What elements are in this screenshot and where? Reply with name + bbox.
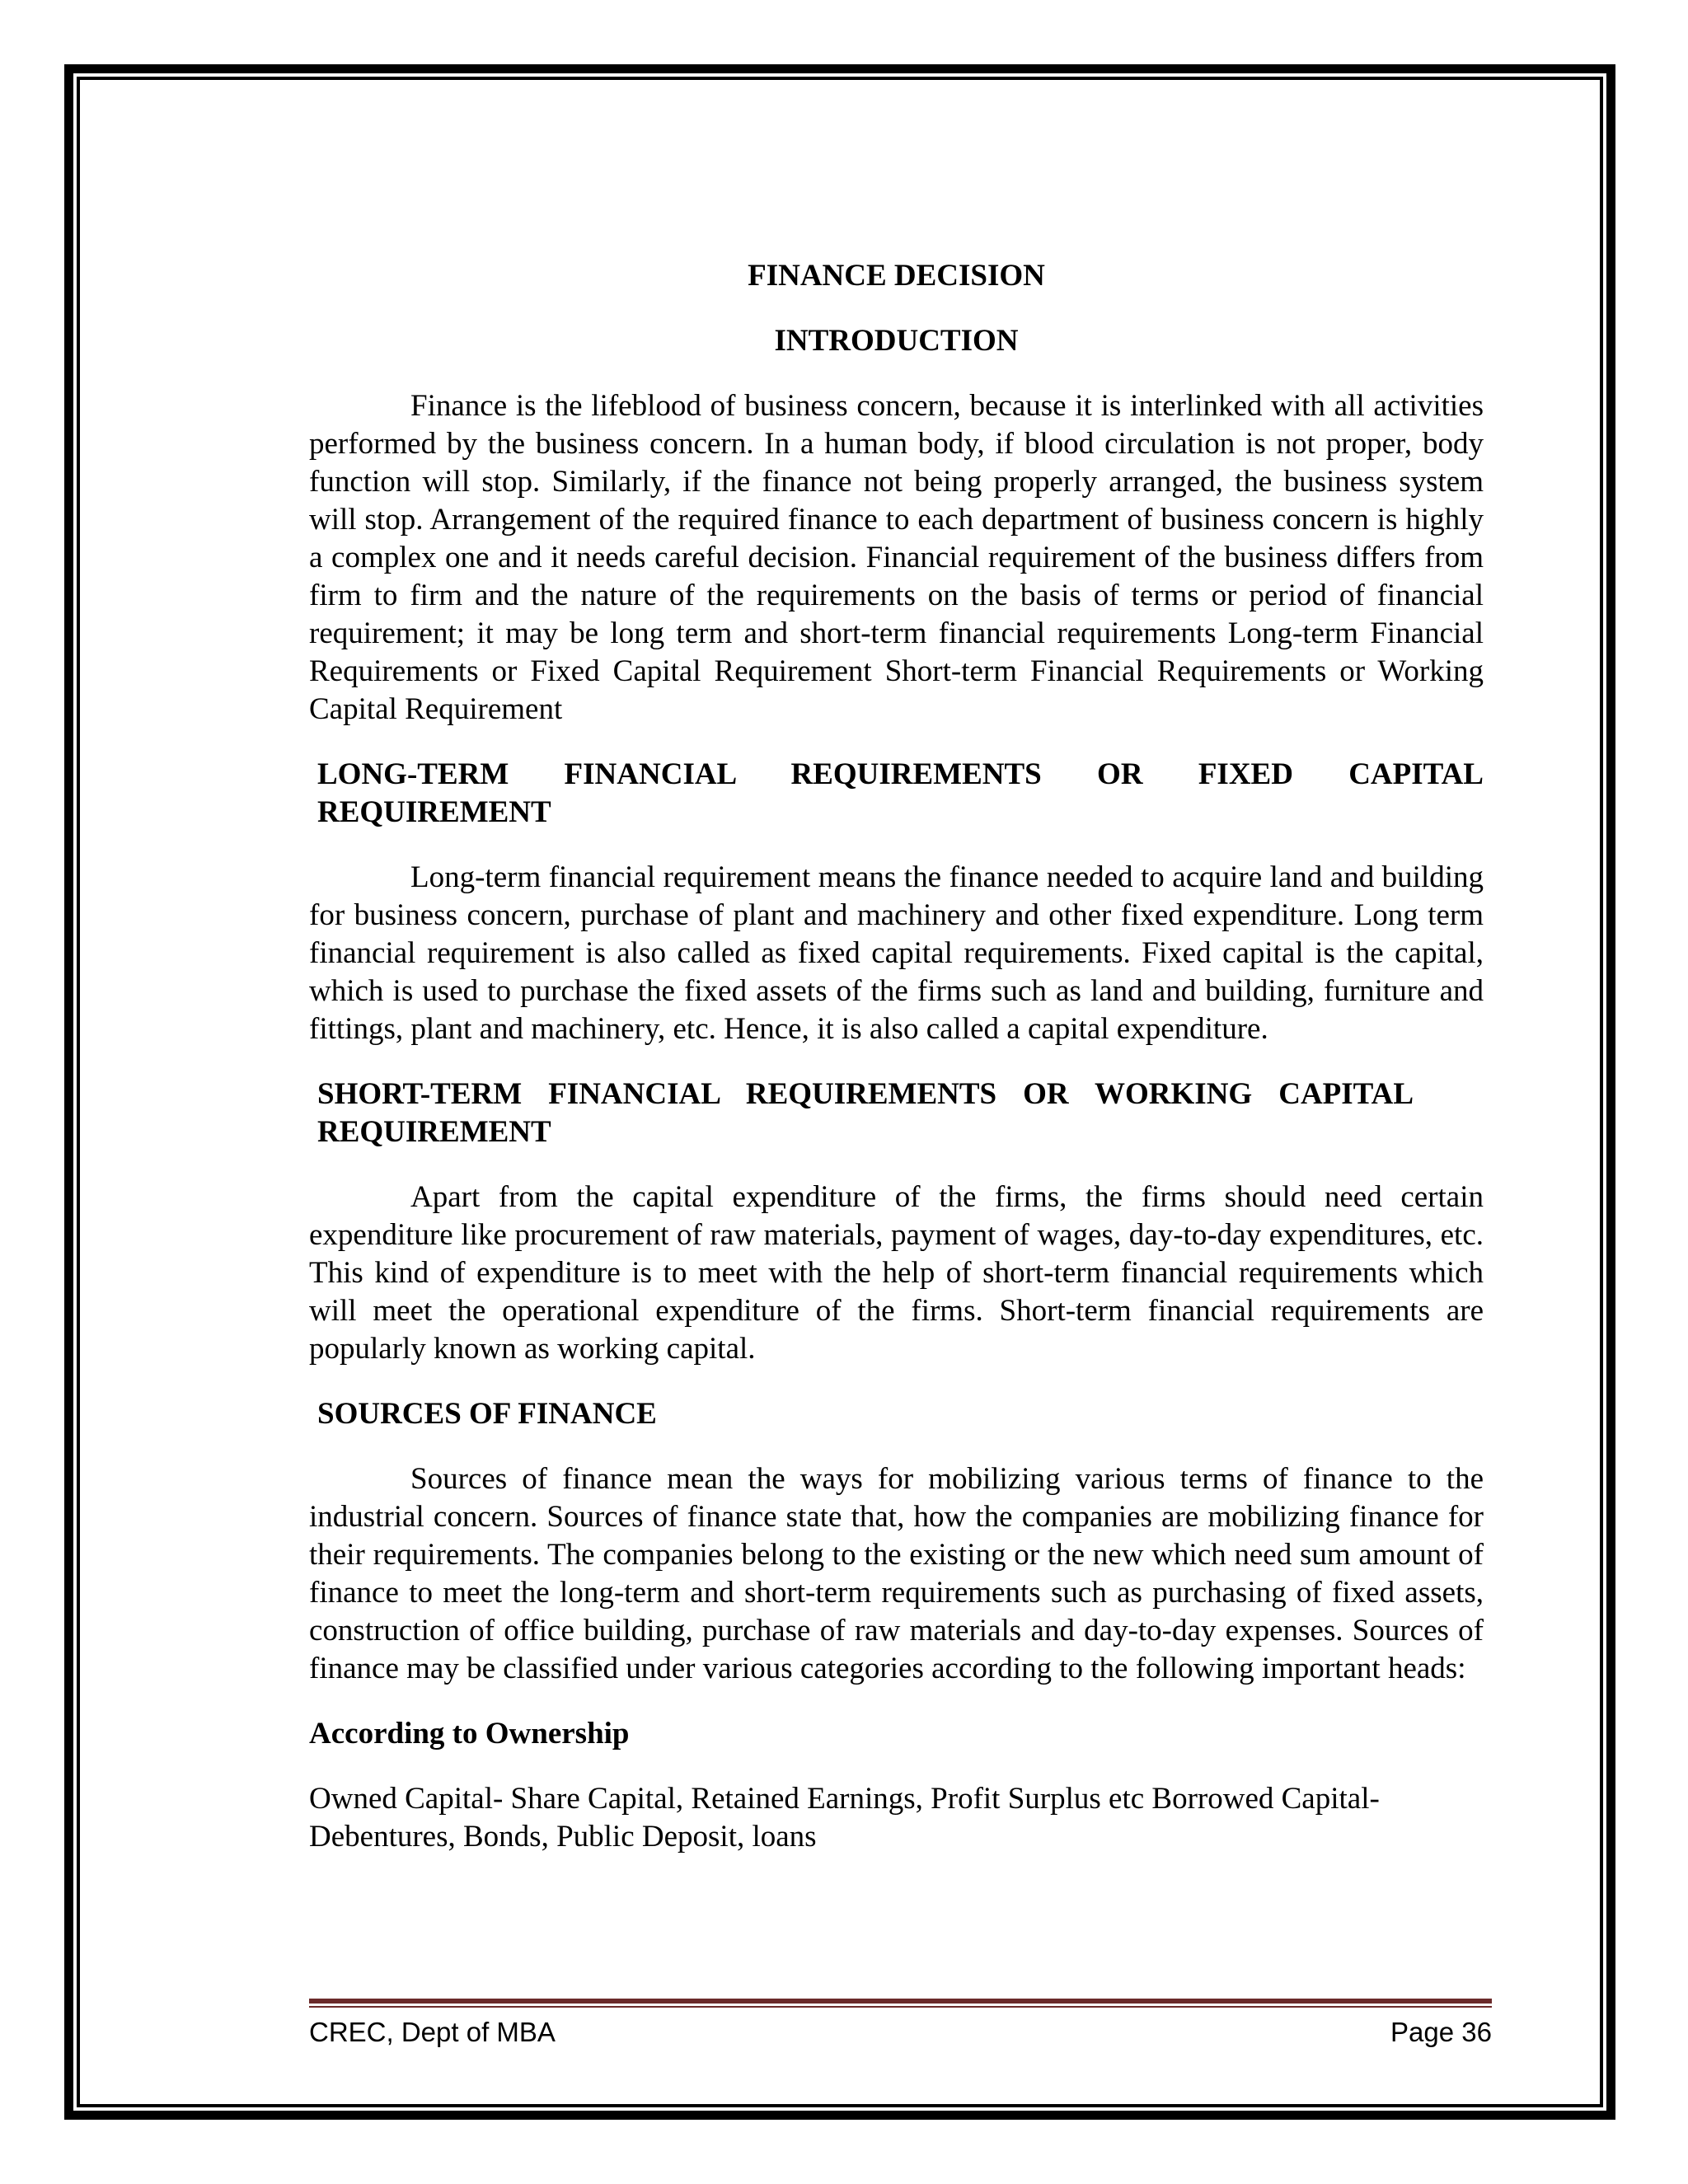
section-heading-short-term: SHORT-TERM FINANCIAL REQUIREMENTS OR WORKING CAPITAL REQUIREMENT: [317, 1077, 1414, 1149]
document-title: FINANCE DECISION: [748, 259, 1045, 293]
intro-paragraph: Finance is the lifeblood of business concern, because it is interlinked with all activities performed by the business concern. In a human body, if blood circulation is not proper, body function will stop. Similarly, if the finance not being properly arranged, the business system will stop. Arrangement of the required finance to each department of business concern is highly a complex one and it needs careful decision. Financial requirement of the business differs from firm to firm and the nature of the requirements on the basis of terms or period of financial requirement; it may be long term and short-term financial requirements Long-term Financial Requirements or Fixed Capital Requirement Short-term Financial Requirements or Working Capital Requirement: [309, 389, 1484, 726]
page-content: [309, 257, 1484, 1856]
section-paragraph-short-term: Apart from the capital expenditure of the firms, the firms should need certain expenditure like procurement of raw materials, payment of wages, day-to-day expenditures, etc. This kind of expenditure is to meet with the help of short-term financial requirements which will meet the operational expenditure of the firms. Short-term financial requirements are popularly known as working capital.: [309, 1180, 1484, 1366]
footer-page-number: Page 36: [1390, 2017, 1492, 2047]
footer-department: CREC, Dept of MBA: [309, 2017, 556, 2047]
section-heading-long-term: LONG-TERM FINANCIAL REQUIREMENTS OR FIXED CAPITAL REQUIREMENT: [317, 757, 1484, 829]
section-heading-ownership: According to Ownership: [309, 1717, 630, 1750]
footer-rule: [309, 1999, 1492, 2004]
section-paragraph-sources: Sources of finance mean the ways for mobilizing various terms of finance to the industrial concern. Sources of finance state that, how the companies are mobilizing finance for their requirements. The companies belong to the existing or the new which need sum amount of finance to meet the long-term and short-term requirements such as purchasing of fixed assets, construction of office building, purchase of raw materials and day-to-day expenses. Sources of finance may be classified under various categories according to the following important heads:: [309, 1462, 1484, 1685]
footer-rule-thin: [309, 2006, 1492, 2008]
section-paragraph-long-term: Long-term financial requirement means the finance needed to acquire land and building for business concern, purchase of plant and machinery and other fixed expenditure. Long term financial requirement is also called as fixed capital requirements. Fixed capital is the capital, which is used to purchase the fixed assets of the firms such as land and building, furniture and fittings, plant and machinery, etc. Hence, it is also called a capital expenditure.: [309, 860, 1484, 1046]
page-footer: [309, 2014, 1492, 2050]
section-paragraph-ownership: Owned Capital- Share Capital, Retained Earnings, Profit Surplus etc Borrowed Capital- Debentures, Bonds, Public Deposit, loans: [309, 1782, 1380, 1854]
section-heading-sources: SOURCES OF FINANCE: [317, 1397, 657, 1431]
document-subtitle: INTRODUCTION: [774, 324, 1019, 358]
